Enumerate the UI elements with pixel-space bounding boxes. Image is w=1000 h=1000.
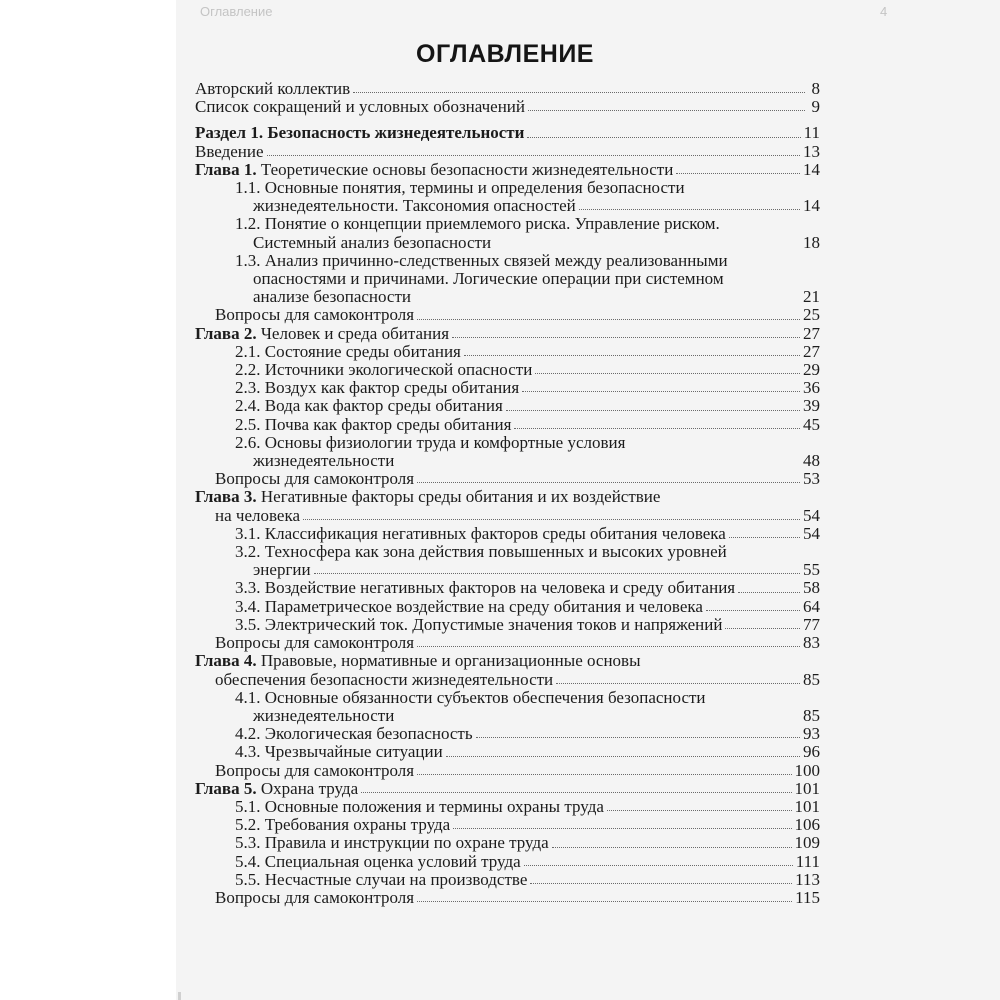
- toc-entry[interactable]: Авторский коллектив 8: [195, 79, 820, 98]
- toc-entry[interactable]: Введение 13: [195, 141, 820, 161]
- page-edge-mark: [178, 992, 181, 1000]
- toc-entry[interactable]: 3.1. Классификация негативных факторов среды обитания человека 54: [235, 523, 820, 543]
- toc-entry[interactable]: 2.4. Вода как фактор среды обитания 39: [235, 396, 820, 416]
- toc-section-heading[interactable]: Раздел 1. Безопасность жизнедеятельности 11: [195, 123, 820, 143]
- toc-entry[interactable]: жизнедеятельности 85: [253, 705, 820, 725]
- toc-entry[interactable]: анализе безопасности 21: [253, 287, 820, 307]
- toc-entry[interactable]: Вопросы для самоконтроля 53: [215, 469, 820, 489]
- toc-entry[interactable]: Вопросы для самоконтроля 25: [215, 305, 820, 325]
- running-header: Оглавление: [200, 4, 273, 19]
- toc-entry[interactable]: 5.4. Специальная оценка условий труда 111: [235, 851, 820, 871]
- toc-entry[interactable]: Вопросы для самоконтроля 100: [215, 760, 820, 780]
- toc-entry[interactable]: 4.2. Экологическая безопасность 93: [235, 724, 820, 744]
- toc-chapter[interactable]: на человека 54: [215, 505, 820, 525]
- toc-chapter[interactable]: Глава 1. Теоретические основы безопасности жизнедеятельности 14: [195, 159, 820, 179]
- running-header-page: 4: [880, 4, 888, 19]
- toc-chapter[interactable]: Глава 5. Охрана труда 101: [195, 778, 820, 798]
- toc-chapter[interactable]: обеспечения безопасности жизнедеятельности 85: [215, 669, 820, 689]
- toc-entry[interactable]: жизнедеятельности. Таксономия опасностей 14: [253, 196, 820, 216]
- toc-entry-line: 4.1. Основные обязанности субъектов обеспечения безопасности: [235, 687, 706, 707]
- toc-entry[interactable]: Системный анализ безопасности 18: [253, 232, 820, 252]
- toc-entry-line: 2.6. Основы физиологии труда и комфортные условия: [235, 432, 626, 452]
- toc-entry[interactable]: 5.1. Основные положения и термины охраны труда 101: [235, 796, 820, 816]
- toc-entry-line: 3.2. Техносфера как зона действия повышенных и высоких уровней: [235, 542, 727, 562]
- toc-entry[interactable]: 3.4. Параметрическое воздействие на среду обитания и человека 64: [235, 596, 820, 616]
- toc-entry-line: 1.3. Анализ причинно-следственных связей между реализованными: [235, 250, 728, 270]
- toc-entry[interactable]: 5.5. Несчастные случаи на производстве 113: [235, 869, 820, 889]
- toc-entry-line: 1.2. Понятие о концепции приемлемого риска. Управление риском.: [235, 214, 720, 234]
- toc-entry[interactable]: 3.3. Воздействие негативных факторов на человека и среду обитания 58: [235, 578, 820, 598]
- toc-chapter[interactable]: Глава 2. Человек и среда обитания 27: [195, 323, 820, 343]
- toc-entry[interactable]: 5.3. Правила и инструкции по охране труда 109: [235, 833, 820, 853]
- toc-chapter-line: Глава 3. Негативные факторы среды обитания и их воздействие: [195, 487, 661, 507]
- toc-entry[interactable]: Список сокращений и условных обозначений 9: [195, 97, 820, 117]
- toc-entry[interactable]: 3.5. Электрический ток. Допустимые значения токов и напряжений 77: [235, 614, 820, 634]
- toc-entry[interactable]: 2.3. Воздух как фактор среды обитания 36: [235, 378, 820, 398]
- toc-entry[interactable]: 5.2. Требования охраны труда 106: [235, 815, 820, 835]
- toc-entry[interactable]: Вопросы для самоконтроля 115: [215, 887, 820, 907]
- toc-entry-line: 1.1. Основные понятия, термины и определения безопасности: [235, 178, 685, 198]
- toc-entry[interactable]: 2.2. Источники экологической опасности 29: [235, 360, 820, 380]
- table-of-contents: [195, 80, 820, 907]
- page-title: ОГЛАВЛЕНИЕ: [416, 40, 594, 68]
- toc-entry-line: опасностями и причинами. Логические операции при системном: [253, 269, 724, 289]
- toc-chapter-line: Глава 4. Правовые, нормативные и организационные основы: [195, 651, 641, 671]
- toc-entry[interactable]: 4.3. Чрезвычайные ситуации 96: [235, 742, 820, 762]
- toc-entry[interactable]: 2.5. Почва как фактор среды обитания 45: [235, 414, 820, 434]
- toc-entry[interactable]: энергии 55: [253, 560, 820, 580]
- toc-entry[interactable]: жизнедеятельности 48: [253, 451, 820, 471]
- toc-entry[interactable]: Вопросы для самоконтроля 83: [215, 633, 820, 653]
- toc-entry[interactable]: 2.1. Состояние среды обитания 27: [235, 341, 820, 361]
